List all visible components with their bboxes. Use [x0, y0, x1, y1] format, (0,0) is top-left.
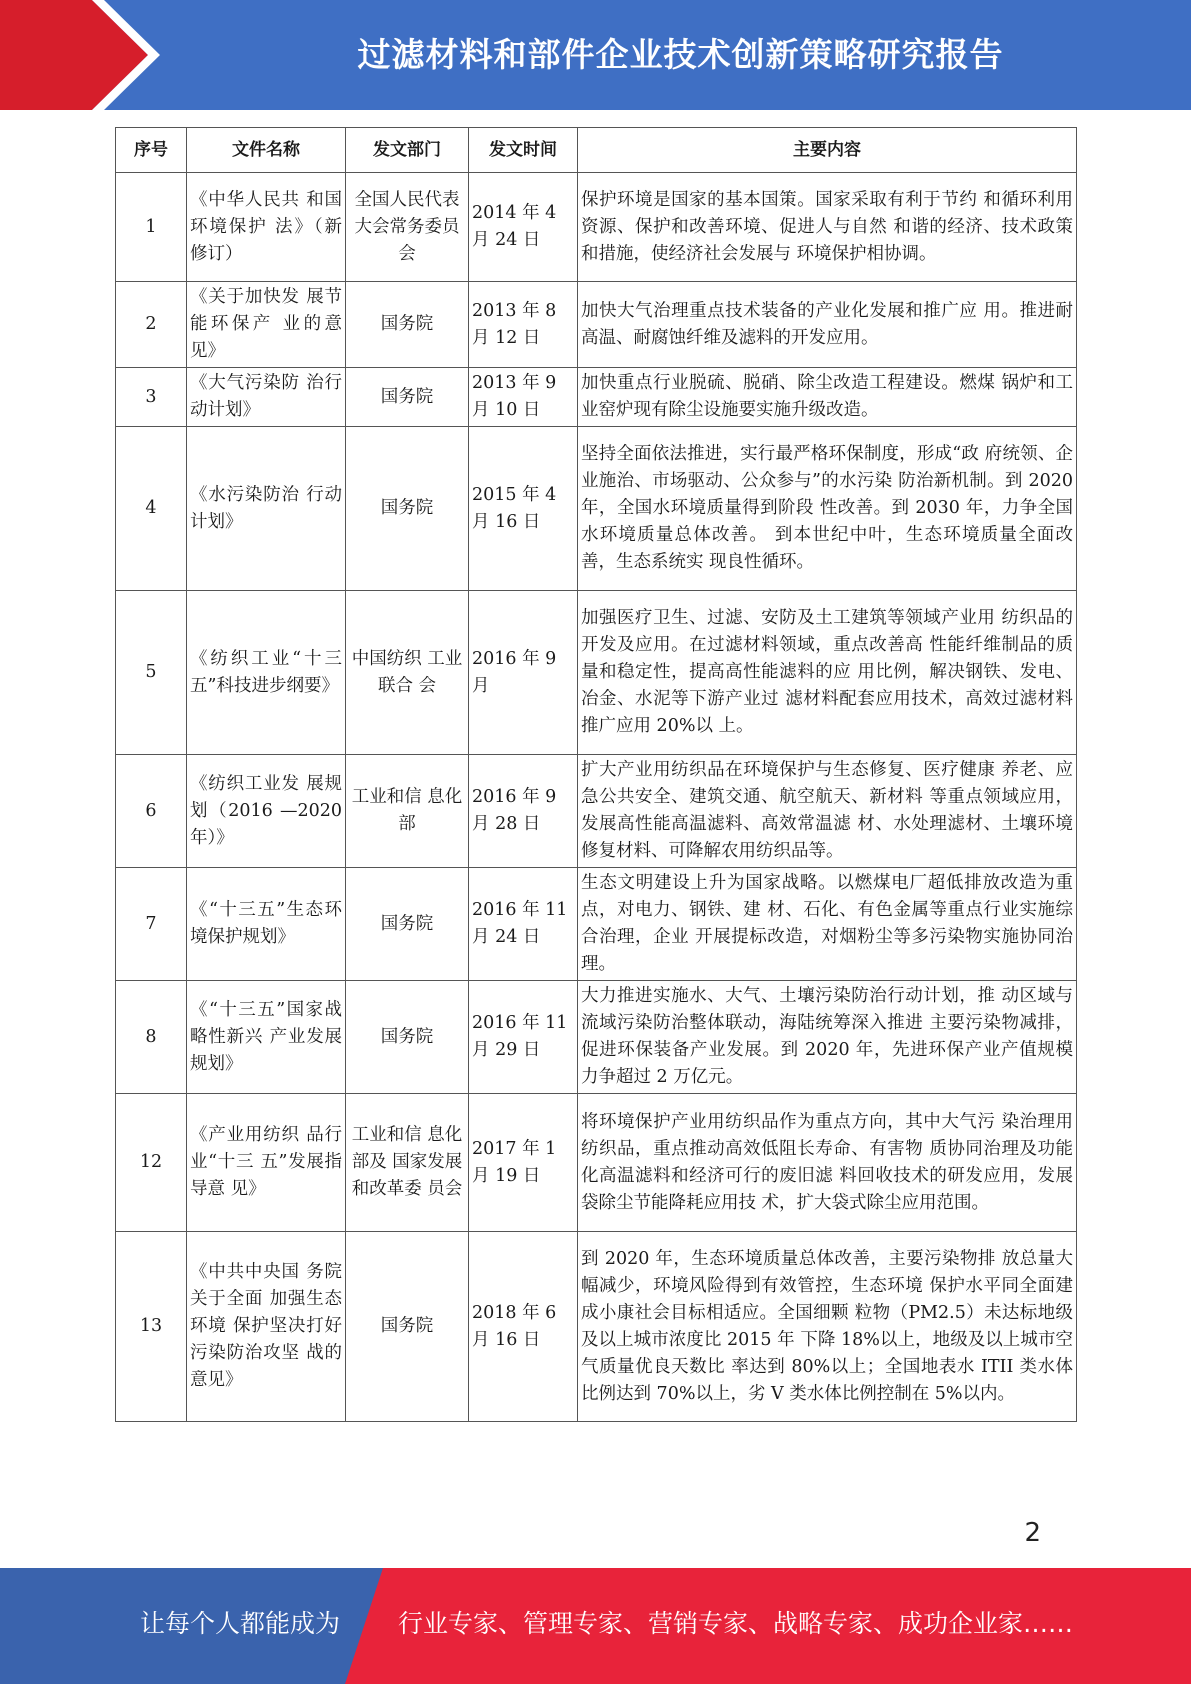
row-date: 2013 年 8 月 12 日 [469, 282, 578, 368]
row-dept: 国务院 [346, 1232, 469, 1422]
row-no: 3 [116, 368, 187, 427]
row-name: 《纺织工业发 展规划（2016 —2020 年）》 [187, 755, 346, 868]
header-dept: 发文部门 [346, 128, 469, 173]
row-date: 2017 年 1 月 19 日 [469, 1094, 578, 1232]
row-date: 2018 年 6 月 16 日 [469, 1232, 578, 1422]
row-dept: 工业和信 息化部及 国家发展 和改革委 员会 [346, 1094, 469, 1232]
footer-slogan-left: 让每个人都能成为 [140, 1609, 341, 1638]
table-row [116, 755, 1077, 868]
row-name: 《大气污染防 治行动计划》 [187, 368, 346, 427]
row-content: 扩大产业用纺织品在环境保护与生态修复、医疗健康 养老、应急公共安全、建筑交通、航空航天、新材料 等重点领域应用，发展高性能高温滤料、高效常温滤 材、水处理滤材、土壤环境修复材料、可降解农用纺织品等。 [578, 755, 1077, 868]
table-row [116, 427, 1077, 591]
table-row [116, 868, 1077, 981]
table-row [116, 591, 1077, 755]
row-content: 加强医疗卫生、过滤、安防及土工建筑等领域产业用 纺织品的开发及应用。在过滤材料领域，重点改善高 性能纤维制品的质量和稳定性，提高高性能滤料的应 用比例，解决钢铁、发电、冶金、水泥等下游产业过 滤材料配套应用技术，高效过滤材料推广应用 20%以 上。 [578, 591, 1077, 755]
row-dept: 国务院 [346, 427, 469, 591]
row-name: 《中共中央国 务院关于全面 加强生态环境 保护坚决打好 污染防治攻坚 战的意见》 [187, 1232, 346, 1422]
row-dept: 中国纺织 工业联合 会 [346, 591, 469, 755]
row-content: 加快重点行业脱硫、脱硝、除尘改造工程建设。燃煤 锅炉和工业窑炉现有除尘设施要实施升级改造。 [578, 368, 1077, 427]
table-row [116, 282, 1077, 368]
row-content: 坚持全面依法推进，实行最严格环保制度，形成“政 府统领、企业施治、市场驱动、公众参与”的水污染 防治新机制。到 2020 年，全国水环境质量得到阶段 性改善。到 2030 年，力争全国水环境质量总体改善。 到本世纪中叶，生态环境质量全面改善，生态系统实 现良性循环。 [578, 427, 1077, 591]
row-name: 《关于加快发 展节能环保产 业的意见》 [187, 282, 346, 368]
header-no: 序号 [116, 128, 187, 173]
row-content: 加快大气治理重点技术装备的产业化发展和推广应 用。推进耐高温、耐腐蚀纤维及滤料的开发应用。 [578, 282, 1077, 368]
row-content: 保护环境是国家的基本国策。国家采取有利于节约 和循环利用资源、保护和改善环境、促进人与自然 和谐的经济、技术政策和措施，使经济社会发展与 环境保护相协调。 [578, 173, 1077, 282]
row-date: 2016 年 11 月 29 日 [469, 981, 578, 1094]
row-no: 2 [116, 282, 187, 368]
row-date: 2015 年 4 月 16 日 [469, 427, 578, 591]
header-name: 文件名称 [187, 128, 346, 173]
row-content: 生态文明建设上升为国家战略。以燃煤电厂超低排放改造为重点，对电力、钢铁、建 材、石化、有色金属等重点行业实施综合治理，企业 开展提标改造，对烟粉尘等多污染物实施协同治理。 [578, 868, 1077, 981]
row-dept: 国务院 [346, 282, 469, 368]
table-row [116, 173, 1077, 282]
policy-table [115, 127, 1077, 1422]
page-footer [0, 1568, 1191, 1684]
row-content: 大力推进实施水、大气、土壤污染防治行动计划，推 动区域与流域污染防治整体联动，海陆统筹深入推进 主要污染物减排，促进环保装备产业发展。到 2020 年，先进环保产业产值规模力争超过 2 万亿元。 [578, 981, 1077, 1094]
table-row [116, 1094, 1077, 1232]
row-content: 将环境保护产业用纺织品作为重点方向，其中大气污 染治理用纺织品，重点推动高效低阻长寿命、有害物 质协同治理及功能化高温滤料和经济可行的废旧滤 料回收技术的研发应用，发展袋除尘节能降耗应用技 术，扩大袋式除尘应用范围。 [578, 1094, 1077, 1232]
row-name: 《纺织工业“十三五”科技进步纲要》 [187, 591, 346, 755]
table-header-row [116, 128, 1077, 173]
row-no: 13 [116, 1232, 187, 1422]
row-no: 7 [116, 868, 187, 981]
page-number: 2 [1024, 1518, 1041, 1548]
row-dept: 国务院 [346, 368, 469, 427]
page-header [0, 0, 1191, 110]
table-row [116, 1232, 1077, 1422]
row-content: 到 2020 年，生态环境质量总体改善，主要污染物排 放总量大幅减少，环境风险得到有效管控，生态环境 保护水平同全面建成小康社会目标相适应。全国细颗 粒物（PM2.5）未达标地级及以上城市浓度比 2015 年 下降 18%以上，地级及以上城市空气质量优良天数比 率达到 80%以上；全国地表水 ITII 类水体比例达到 70%以上，劣 V 类水体比例控制在 5%以内。 [578, 1232, 1077, 1422]
footer-slogan-right: 行业专家、管理专家、营销专家、战略专家、成功企业家…… [398, 1609, 1074, 1638]
row-no: 4 [116, 427, 187, 591]
row-date: 2014 年 4 月 24 日 [469, 173, 578, 282]
row-name: 《中华人民共 和国环境保护 法》（新修订） [187, 173, 346, 282]
row-no: 8 [116, 981, 187, 1094]
table-row [116, 981, 1077, 1094]
row-dept: 工业和信 息化部 [346, 755, 469, 868]
row-name: 《产业用纺织 品行业“十三 五”发展指导意 见》 [187, 1094, 346, 1232]
row-date: 2013 年 9 月 10 日 [469, 368, 578, 427]
table-row [116, 368, 1077, 427]
row-date: 2016 年 9 月 28 日 [469, 755, 578, 868]
row-name: 《“十三五”国家战略性新兴 产业发展规划》 [187, 981, 346, 1094]
row-dept: 国务院 [346, 981, 469, 1094]
row-no: 12 [116, 1094, 187, 1232]
row-name: 《水污染防治 行动计划》 [187, 427, 346, 591]
row-no: 1 [116, 173, 187, 282]
row-no: 5 [116, 591, 187, 755]
report-title: 过滤材料和部件企业技术创新策略研究报告 [357, 35, 1004, 74]
row-name: 《“十三五”生态环境保护规划》 [187, 868, 346, 981]
header-content: 主要内容 [578, 128, 1077, 173]
row-dept: 国务院 [346, 868, 469, 981]
row-date: 2016 年 9 月 [469, 591, 578, 755]
row-dept: 全国人民代表大会常务委员会 [346, 173, 469, 282]
header-date: 发文时间 [469, 128, 578, 173]
row-no: 6 [116, 755, 187, 868]
row-date: 2016 年 11 月 24 日 [469, 868, 578, 981]
